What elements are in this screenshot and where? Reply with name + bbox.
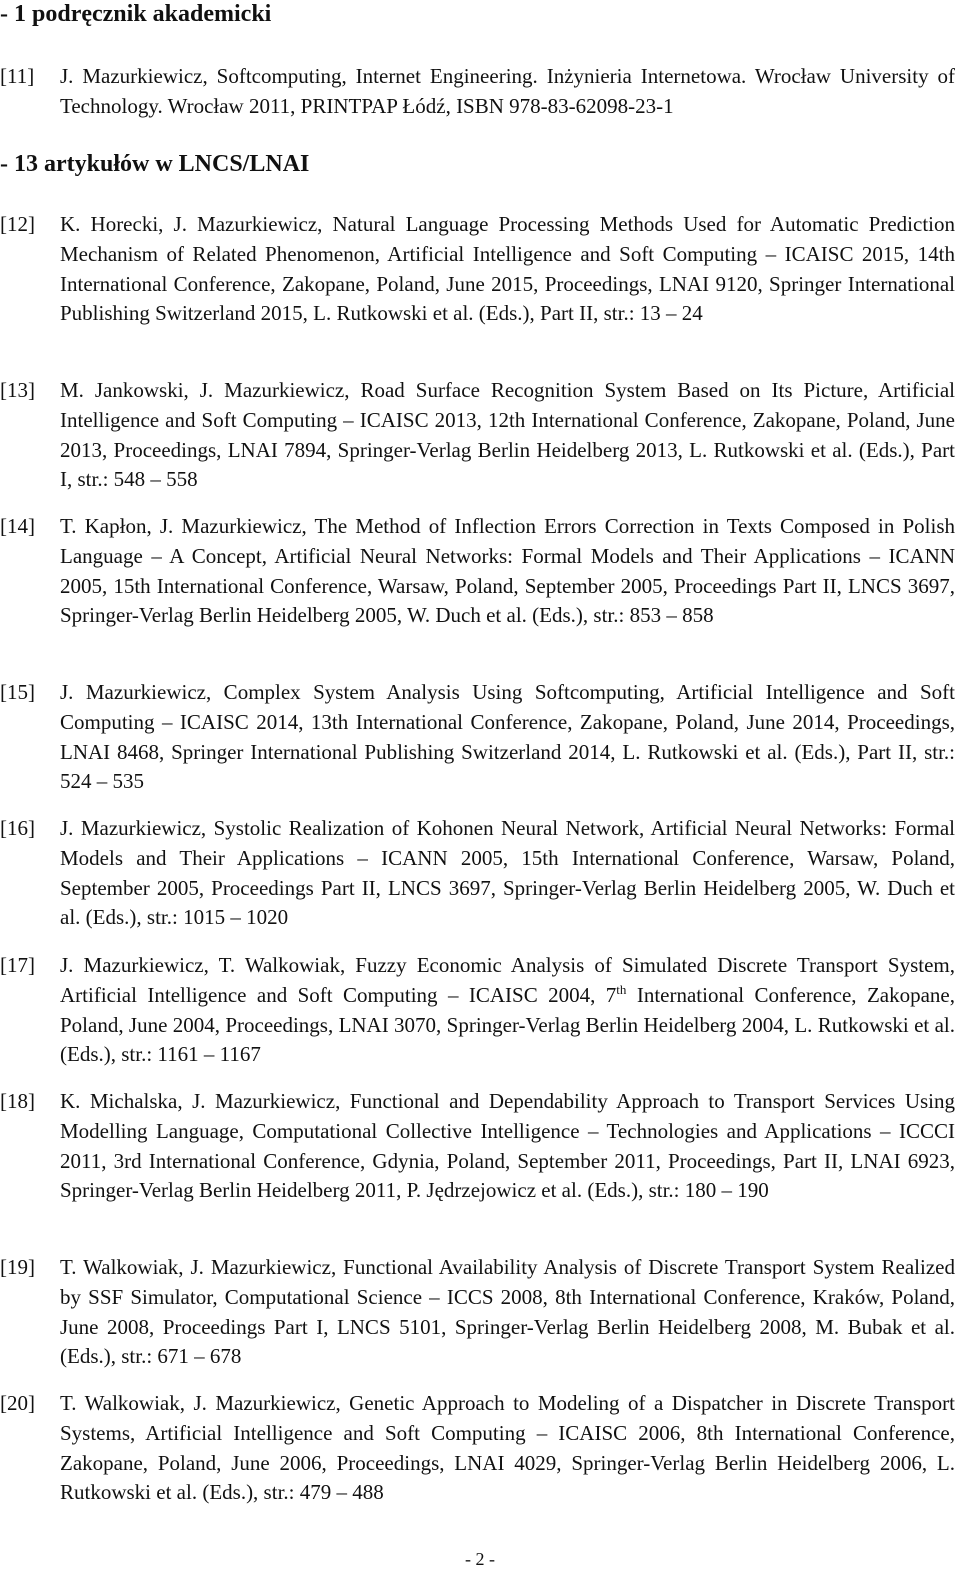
reference-text: K. Michalska, J. Mazurkiewicz, Functional and Dependability Approach to Transport Services Using Modelling Language, Computational Collective Intelligence – Technologies and Applications – ICCCI 2011, 3rd International Conference, Gdynia, Poland, September 2011, Proceedings, Part II, LNAI 6923, Springer-Verlag Berlin Heidelberg 2011, P. Jędrzejowicz et al. (Eds.), str.: 180 – 190 (60, 1089, 955, 1203)
reference-13 (0, 376, 955, 495)
reference-number: [12] (0, 212, 35, 236)
reference-text-end: International Conference, Zakopane, Poland, June 2004, Proceedings, LNAI 3070, Springer-Verlag Berlin Heidelberg 2004, L. Rutkowski et al. (Eds.), str.: 1161 – 1167 (60, 982, 956, 1067)
reference-number: [11] (0, 64, 35, 88)
reference-number: [14] (0, 514, 35, 538)
reference-text: T. Kapłon, J. Mazurkiewicz, The Method of Inflection Errors Correction in Texts Composed in Polish Language – A Concept, Artificial Neural Networks: Formal Models and Their Applications – ICANN 2005, 15th International Conference, Warsaw, Poland, September 2005, Proceedings Part II, LNCS 3697, Springer-Verlag Berlin Heidelberg 2005, W. Duch et al. (Eds.), str.: 853 – 858 (60, 514, 955, 628)
ordinal-superscript: th (616, 981, 627, 997)
page-number: - 2 - (465, 1549, 495, 1569)
reference-number: [20] (0, 1391, 35, 1415)
reference-text: K. Horecki, J. Mazurkiewicz, Natural Language Processing Methods Used for Automatic Prediction Mechanism of Related Phenomenon, Artificial Intelligence and Soft Computing – ICAISC 2015, 14th International Conference, Zakopane, Poland, June 2015, Proceedings, LNAI 9120, Springer International Publishing Switzerland 2015, L. Rutkowski et al. (Eds.), Part II, str.: 13 – 24 (60, 212, 955, 326)
reference-20 (0, 1389, 955, 1508)
reference-15 (0, 678, 955, 797)
reference-text: M. Jankowski, J. Mazurkiewicz, Road Surface Recognition System Based on Its Picture, Artificial Intelligence and Soft Computing – ICAISC 2013, 12th International Conference, Zakopane, Poland, June 2013, Proceedings, LNAI 7894, Springer-Verlag Berlin Heidelberg 2013, L. Rutkowski et al. (Eds.), Part I, str.: 548 – 558 (60, 378, 955, 492)
heading-articles: - 13 artykułów w LNCS/LNAI (0, 151, 310, 177)
reference-text: J. Mazurkiewicz, Systolic Realization of Kohonen Neural Network, Artificial Neural Networks: Formal Models and Their Applications – ICANN 2005, 15th International Conference, Warsaw, Poland, September 2005, Proceedings Part II, LNCS 3697, Springer-Verlag Berlin Heidelberg 2005, W. Duch et al. (Eds.), str.: 1015 – 1020 (60, 816, 955, 930)
heading-textbook: - 1 podręcznik akademicki (0, 1, 272, 27)
reference-11 (0, 62, 955, 122)
reference-number: [13] (0, 378, 35, 402)
reference-12 (0, 210, 955, 329)
reference-text: T. Walkowiak, J. Mazurkiewicz, Functional Availability Analysis of Discrete Transport System Realized by SSF Simulator, Computational Science – ICCS 2008, 8th International Conference, Kraków, Poland, June 2008, Proceedings Part I, LNCS 5101, Springer-Verlag Berlin Heidelberg 2008, M. Bubak et al. (Eds.), str.: 671 – 678 (60, 1255, 955, 1369)
reference-17 (0, 951, 955, 1070)
reference-number: [16] (0, 816, 35, 840)
reference-number: [19] (0, 1255, 35, 1279)
reference-text-start: J. Mazurkiewicz, T. Walkowiak, Fuzzy Economic Analysis of Simulated Discrete Transport System, Artificial Intelligence and Soft Computing – ICAISC 2004, 7 (60, 953, 955, 1007)
reference-number: [15] (0, 680, 35, 704)
reference-18 (0, 1087, 955, 1206)
reference-number: [17] (0, 953, 35, 977)
reference-14 (0, 512, 955, 631)
reference-text: J. Mazurkiewicz, Complex System Analysis Using Softcomputing, Artificial Intelligence and Soft Computing – ICAISC 2014, 13th International Conference, Zakopane, Poland, June 2014, Proceedings, LNAI 8468, Springer International Publishing Switzerland 2014, L. Rutkowski et al. (Eds.), Part II, str.: 524 – 535 (60, 680, 955, 794)
reference-text (60, 951, 955, 1070)
reference-text: T. Walkowiak, J. Mazurkiewicz, Genetic Approach to Modeling of a Dispatcher in Discrete Transport Systems, Artificial Intelligence and Soft Computing – ICAISC 2006, 8th International Conference, Zakopane, Poland, June 2006, Proceedings, LNAI 4029, Springer-Verlag Berlin Heidelberg 2006, L. Rutkowski et al. (Eds.), str.: 479 – 488 (60, 1391, 955, 1505)
reference-text: J. Mazurkiewicz, Softcomputing, Internet Engineering. Inżynieria Internetowa. Wrocław University of Technology. Wrocław 2011, PRINTPAP Łódź, ISBN 978-83-62098-23-1 (60, 64, 955, 118)
reference-16 (0, 814, 955, 933)
reference-number: [18] (0, 1089, 35, 1113)
reference-19 (0, 1253, 955, 1372)
